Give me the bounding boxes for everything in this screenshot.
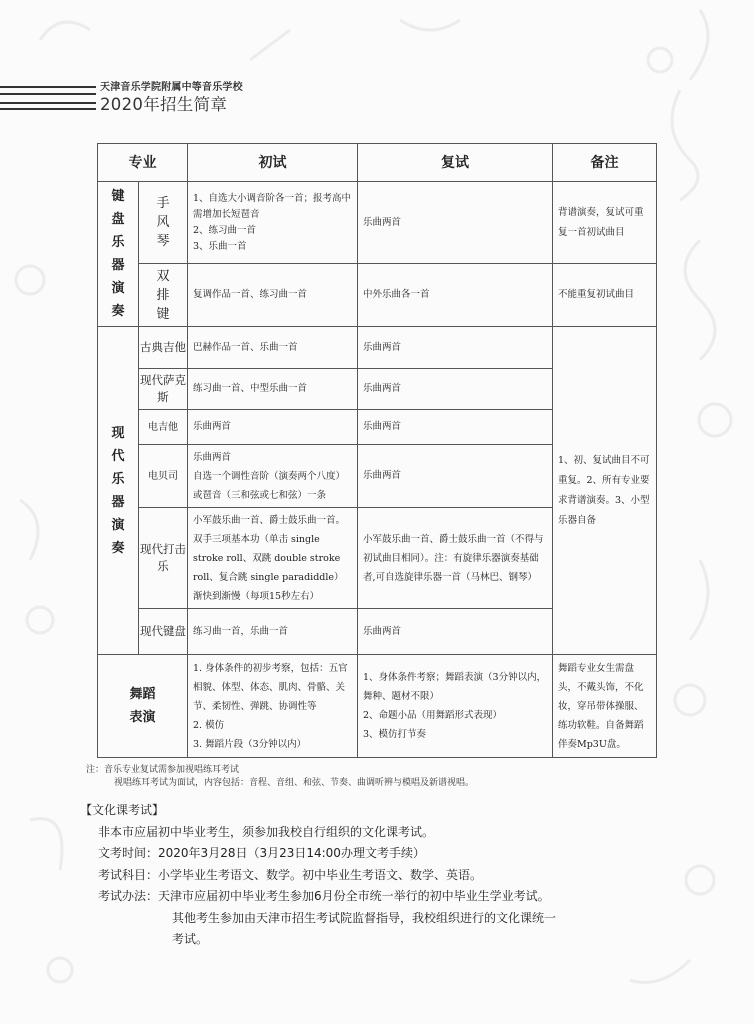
retest-cell: 乐曲两首	[358, 182, 553, 264]
category-keyboard: 键 盘 乐 器 演 奏	[98, 182, 139, 327]
exam-time-label: 文考时间：	[98, 846, 159, 860]
retest-cell: 乐曲两首	[358, 609, 553, 655]
prelim-item: 1、自选大小调音阶各一首；报考高中需增加长短琶音	[193, 192, 352, 220]
major-electric-guitar: 电吉他	[139, 410, 188, 445]
retest-cell: 乐曲两首	[358, 327, 553, 369]
retest-item: 1、身体条件考察；舞蹈表演（3分钟以内，舞种、题材不限）	[363, 672, 547, 702]
column-header-prelim: 初试	[188, 144, 358, 182]
prelim-cell	[188, 655, 358, 758]
remark-cell: 不能重复初试曲目	[553, 264, 657, 327]
retest-item: 2、命题小品（用舞蹈形式表现）	[363, 710, 503, 721]
prelim-cell: 练习曲一首，乐曲一首	[188, 609, 358, 655]
header-line	[0, 102, 96, 104]
column-header-retest: 复试	[358, 144, 553, 182]
retest-cell: 乐曲两首	[358, 445, 553, 508]
major-modern-keyboard: 现代键盘	[139, 609, 188, 655]
header-line	[0, 108, 96, 110]
admission-requirements-table	[97, 143, 657, 758]
culture-exam-heading: 【文化课考试】	[80, 803, 165, 817]
exam-method-row	[86, 886, 556, 908]
remark-cell: 舞蹈专业女生需盘头，不戴头饰，不化妆，穿吊带体操服、练功软鞋。自备舞蹈伴奏Mp3U盘。	[553, 655, 657, 758]
exam-method-value-2: 其他考生参加由天津市招生考试院监督指导，我校组织进行的文化课统一	[172, 910, 557, 925]
exam-method-value-1: 天津市应届初中毕业考生参加6月份全市统一举行的初中毕业生学业考试。	[158, 889, 550, 903]
prelim-item: 乐曲两首	[193, 451, 232, 463]
footnote-line-1: 注：音乐专业复试需参加视唱练耳考试	[86, 765, 240, 775]
column-header-remark: 备注	[553, 144, 657, 182]
category-modern-instruments: 现 代 乐 器 演 奏	[98, 327, 139, 655]
prelim-item: 3、乐曲一首	[193, 240, 247, 252]
culture-exam-section	[80, 800, 557, 951]
exam-time-row	[86, 843, 556, 865]
prelim-cell: 练习曲一首、中型乐曲一首	[188, 369, 358, 410]
major-double-keyboard: 双 排 键	[139, 264, 188, 327]
table-row	[98, 655, 657, 758]
remark-cell: 背谱演奏，复试可重复一首初试曲目	[553, 182, 657, 264]
brochure-title: 2020年招生简章	[100, 95, 228, 114]
category-dance: 舞蹈 表演	[98, 655, 188, 758]
brochure-header	[0, 78, 300, 118]
prelim-cell: 乐曲两首	[188, 410, 358, 445]
header-line	[0, 86, 96, 88]
exam-subjects-row	[86, 865, 556, 887]
prelim-cell: 巴赫作品一首、乐曲一首	[188, 327, 358, 369]
retest-cell: 乐曲两首	[358, 410, 553, 445]
table-row	[98, 327, 657, 369]
school-name: 天津音乐学院附属中等音乐学校	[100, 82, 243, 93]
prelim-item: 1. 身体条件的初步考察，包括：五官相貌、体型、体态、肌肉、骨骼、关节、柔韧性、弹跳、协调性等	[193, 662, 348, 712]
header-line	[0, 93, 96, 95]
shared-remark-cell: 1、初、复试曲目不可重复。2、所有专业要求背谱演奏。3、小型乐器自备	[553, 327, 657, 655]
exam-subjects-value: 小学毕业生考语文、数学。初中毕业生考语文、数学、英语。	[158, 867, 483, 882]
prelim-item: 自选一个调性音阶（演奏两个八度）或琶音（三和弦或七和弦）一条	[193, 470, 346, 501]
prelim-cell	[188, 445, 358, 508]
prelim-cell: 复调作品一首、练习曲一首	[188, 264, 358, 327]
retest-cell: 中外乐曲各一首	[358, 264, 553, 327]
exam-time-value: 2020年3月28日（3月23日14:00办理文考手续）	[158, 846, 425, 860]
exam-method-label: 考试办法：	[98, 889, 159, 903]
footnote-line-2: 视唱练耳考试为面试，内容包括：音程、音组、和弦、节奏、曲调听辨与模唱及新谱视唱。	[114, 778, 475, 788]
retest-item: 3、模仿打节奏	[363, 729, 427, 740]
table-header-row	[98, 144, 657, 182]
table-footnote	[86, 764, 474, 790]
major-percussion: 现代打击乐	[139, 508, 188, 609]
retest-cell	[358, 655, 553, 758]
major-electric-bass: 电贝司	[139, 445, 188, 508]
table-row	[98, 182, 657, 264]
exam-method-value-3: 考试。	[172, 932, 209, 946]
prelim-item: 3. 舞蹈片段（3分钟以内）	[193, 738, 307, 750]
prelim-cell	[188, 182, 358, 264]
retest-cell: 乐曲两首	[358, 369, 553, 410]
culture-exam-intro: 非本市应届初中毕业考生，须参加我校自行组织的文化课考试。	[98, 824, 435, 839]
column-header-major: 专业	[98, 144, 188, 182]
major-saxophone: 现代萨克斯	[139, 369, 188, 410]
table-row	[98, 264, 657, 327]
exam-subjects-label: 考试科目：	[98, 867, 159, 882]
prelim-cell: 小军鼓乐曲一首、爵士鼓乐曲一首。双手三项基本功（单击 single stroke roll、双跳 double stroke roll、复合跳 single paradiddle）渐快到渐慢（每项15秒左右）	[188, 508, 358, 609]
major-classical-guitar: 古典吉他	[139, 327, 188, 369]
prelim-item: 2、练习曲一首	[193, 224, 257, 236]
prelim-item: 2. 模仿	[193, 719, 225, 731]
retest-cell: 小军鼓乐曲一首、爵士鼓乐曲一首（不得与初试曲目相同）。注：有旋律乐器演奏基础者,可自选旋律乐器一首（马林巴、钢琴）	[358, 508, 553, 609]
major-accordion: 手 风 琴	[139, 182, 188, 264]
